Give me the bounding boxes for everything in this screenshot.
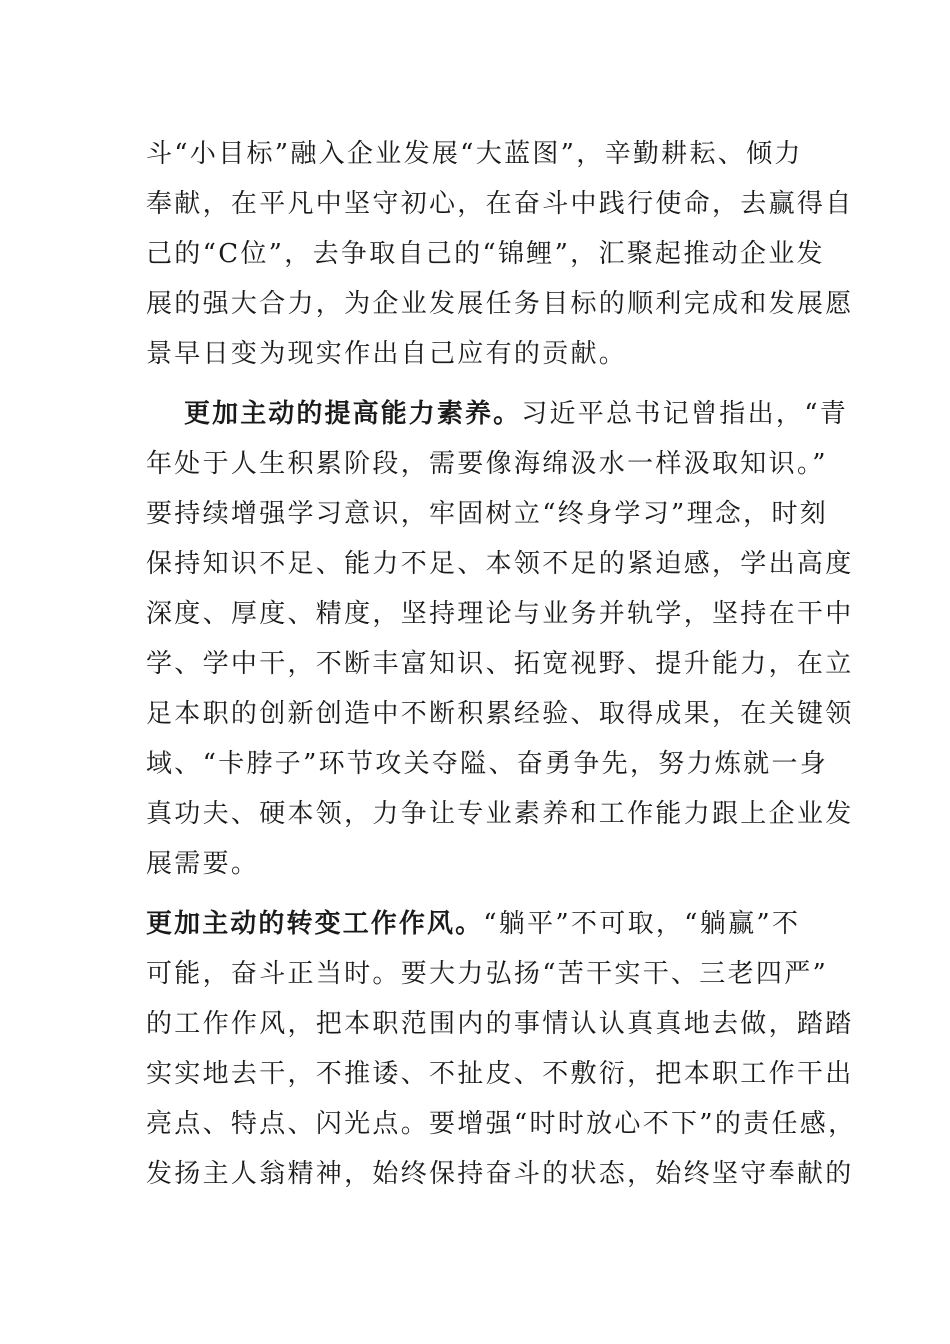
text-line: 发扬主人翁精神，始终保持奋斗的状态，始终坚守奉献的 [146,1159,854,1189]
paragraph-first-line [184,396,848,432]
text-line: 域、“卡脖子”环节攻关夺隘、奋勇争先，努力炼就一身 [146,749,829,779]
paragraph-first-line [146,906,800,942]
text-line: 可能，奋斗正当时。要大力弘扬“苦干实干、三老四严” [146,959,829,989]
heading-line-text: “躺平”不可取，“躺赢”不 [483,909,801,939]
text-line: 己的“C位”，去争取自己的“锦鲤”，汇聚起推动企业发 [146,239,825,269]
heading-line-text: 习近平总书记曾指出，“青 [521,399,849,429]
text-line: 年处于人生积累阶段，需要像海绵汲水一样汲取知识。” [146,449,828,479]
text-line: 要持续增强学习意识，牢固树立“终身学习”理念，时刻 [146,499,829,529]
text-line: 的工作作风，把本职范围内的事情认认真真地去做，踏踏 [146,1009,854,1039]
paragraph-heading: 更加主动的提高能力素养。 [184,399,522,429]
text-line: 斗“小目标”融入企业发展“大蓝图”，辛勤耕耘、倾力 [146,139,803,169]
text-line: 展需要。 [146,849,260,879]
text-line: 学、学中干，不断丰富知识、拓宽视野、提升能力，在立 [146,649,854,679]
text-line: 足本职的创新创造中不断积累经验、取得成果，在关键领 [146,699,854,729]
text-line: 保持知识不足、能力不足、本领不足的紧迫感，学出高度 [146,549,854,579]
paragraph-heading: 更加主动的转变工作作风。 [146,909,484,939]
text-line: 奉献，在平凡中坚守初心，在奋斗中践行使命，去赢得自 [146,189,854,219]
text-line: 亮点、特点、闪光点。要增强“时时放心不下”的责任感， [146,1109,857,1139]
text-line: 实实地去干，不推诿、不扯皮、不敷衍，把本职工作干出 [146,1059,854,1089]
text-line: 深度、厚度、精度，坚持理论与业务并轨学，坚持在干中 [146,599,854,629]
text-line: 真功夫、硬本领，力争让专业素养和工作能力跟上企业发 [146,799,854,829]
text-line: 展的强大合力，为企业发展任务目标的顺利完成和发展愿 [146,289,854,319]
text-line: 景早日变为现实作出自己应有的贡献。 [146,339,628,369]
